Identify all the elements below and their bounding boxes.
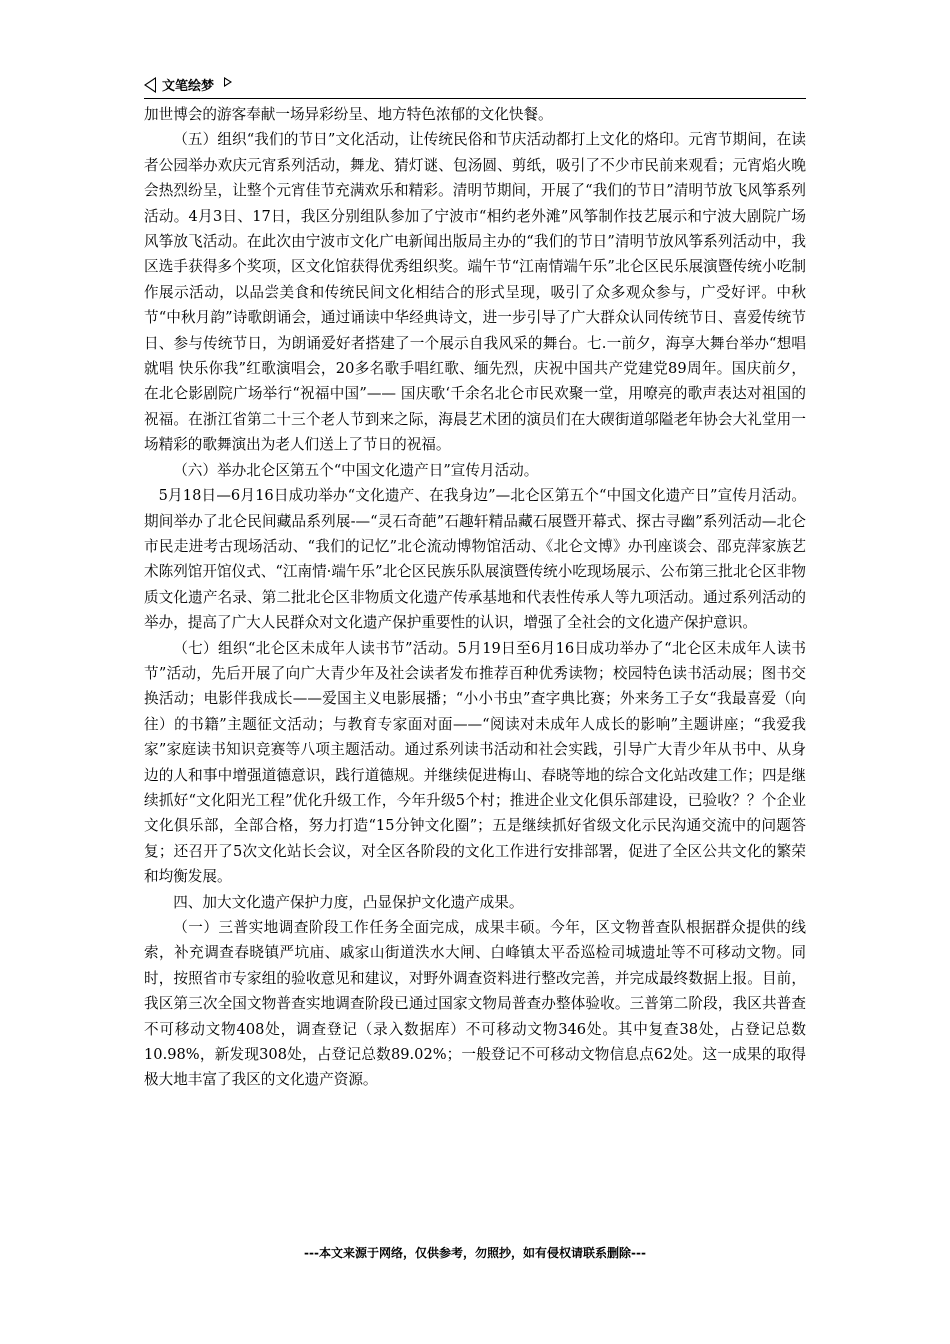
paragraph: （一）三普实地调查阶段工作任务全面完成，成果丰硕。今年，区文物普查队根据群众提供的线索，补充调查春晓镇严坑庙、戚家山街道泆水大闸、白峰镇太平岙巡检司城遗址等不可移动文物。同时，按照省市专家组的验收意见和建议，对野外调查资料进行整改完善，并完成最终数据上报。目前，我区第三次全国文物普查实地调查阶段已通过国家文物局普查办整体验收。三普第二阶段，我区共普查不可移动文物408处，调查登记（录入数据库）不可移动文物346处。其中复查38处，占登记总数10.98%，新发现308处，占登记总数89.02%；一般登记不可移动文物信息点62处。这一成果的取得极大地丰富了我区的文化遗产资源。 xyxy=(144,919,806,1089)
paragraph: 加世博会的游客奉献一场异彩纷呈、地方特色浓郁的文化快餐。 xyxy=(144,106,553,123)
paragraph: （五）组织“我们的节日”文化活动，让传统民俗和节庆活动都打上文化的烙印。元宵节期间，在读者公园举办欢庆元宵系列活动，舞龙、猜灯谜、包汤圆、剪纸，吸引了不少市民前来观看；元宵焰火晚会热烈纷呈，让整个元宵佳节充满欢乐和精彩。清明节期间，开展了“我们的节日”清明节放飞风筝系列活动。4月3日、17日，我区分别组队参加了宁波市“相约老外滩”风筝制作技艺展示和宁波大剧院广场风筝放飞活动。在此次由宁波市文化广电新闻出版局主办的“我们的节日”清明节放风筝系列活动中，我区选手获得多个奖项，区文化馆获得优秀组织奖。端午节“江南情端午乐”北仑区民乐展演暨传统小吃制作展示活动，以品尝美食和传统民间文化相结合的形式呈现，吸引了众多观众参与，广受好评。中秋节“中秋月韵”诗歌朗诵会，通过诵读中华经典诗文，进一步引导了广大群众认同传统节日、喜爱传统节日、参与传统节日，为朗诵爱好者搭建了一个展示自我风采的舞台。七.一前夕，海享大舞台举办“想唱就唱 快乐你我”红歌演唱会，20多名歌手唱红歌、缅先烈，庆祝中国共产党建党89周年。国庆前夕，在北仑影剧院广场举行“祝福中国”—— 国庆歌‘千余名北仑市民欢聚一堂，用嘹亮的歌声表达对祖国的祝福。在浙江省第二十三个老人节到来之际，海晨艺术团的演员们在大碶街道邬隘老年协会大礼堂用一场精彩的歌舞演出为老人们送上了节日的祝福。 xyxy=(144,131,806,454)
paragraph: （七）组织“北仑区未成年人读书节”活动。5月19日至6月16日成功举办了“北仑区未成年人读书节”活动，先后开展了向广大青少年及社会读者发布推荐百种优秀读物；校园特色读书活动展；图书交换活动；电影伴我成长——爱国主义电影展播；“小小书虫”查字典比赛；外来务工子女“我最喜爱（向往）的书籍”主题征文活动；与教育专家面对面——“阅读对未成年人成长的影响”主题讲座；“我爱我家”家庭读书知识竞赛等八项主题活动。通过系列读书活动和社会实践，引导广大青少年从书中、从身边的人和事中增强道德意识，践行道德规。并继续促进梅山、春晓等地的综合文化站改建工作；四是继续抓好“文化阳光工程”优化升级工作，今年升级5个村；推进企业文化俱乐部建设，已验收？？个企业文化俱乐部，全部合格，努力打造“15分钟文化圈”；五是继续抓好省级文化示民沟通交流中的问题答复；还召开了5次文化站长会议，对全区各阶段的文化工作进行安排部署，促进了全区公共文化的繁荣和均衡发展。 xyxy=(144,639,806,886)
page-header xyxy=(144,72,806,99)
paragraph: 5月18日—6月16日成功举办“文化遗产、在我身边”—北仑区第五个“中国文化遗产日”宣传月活动。期间举办了北仑民间藏品系列展-—“灵石奇葩”石趣轩精品藏石展暨开幕式、探古寻幽”系列活动—北仑市民走进考古现场活动、“我们的记忆”北仑流动博物馆活动、《北仑文博》办刊座谈会、邵克萍家族艺术陈列馆开馆仪式、“江南情·端午乐”北仑区民族乐队展演暨传统小吃现场展示、公布第三批北仑区非物质文化遗产名录、第二批北仑区非物质文化遗产传承基地和代表性传承人等九项活动。通过系列活动的举办，提高了广大人民群众对文化遗产保护重要性的认识，增强了全社会的文化遗产保护意识。 xyxy=(144,487,806,632)
header-title: 文笔绘梦 xyxy=(162,79,215,94)
header-inner xyxy=(144,75,232,94)
triangle-left-icon xyxy=(144,77,156,93)
triangle-right-icon xyxy=(224,77,232,87)
paragraph: （六）举办北仑区第五个“中国文化遗产日”宣传月活动。 xyxy=(173,461,539,479)
body-text xyxy=(144,102,806,1093)
paragraph: 四、加大文化遗产保护力度，凸显保护文化遗产成果。 xyxy=(173,893,524,911)
page-footer: ---本文来源于网络，仅供参考，勿照抄，如有侵权请联系删除--- xyxy=(304,1246,646,1260)
